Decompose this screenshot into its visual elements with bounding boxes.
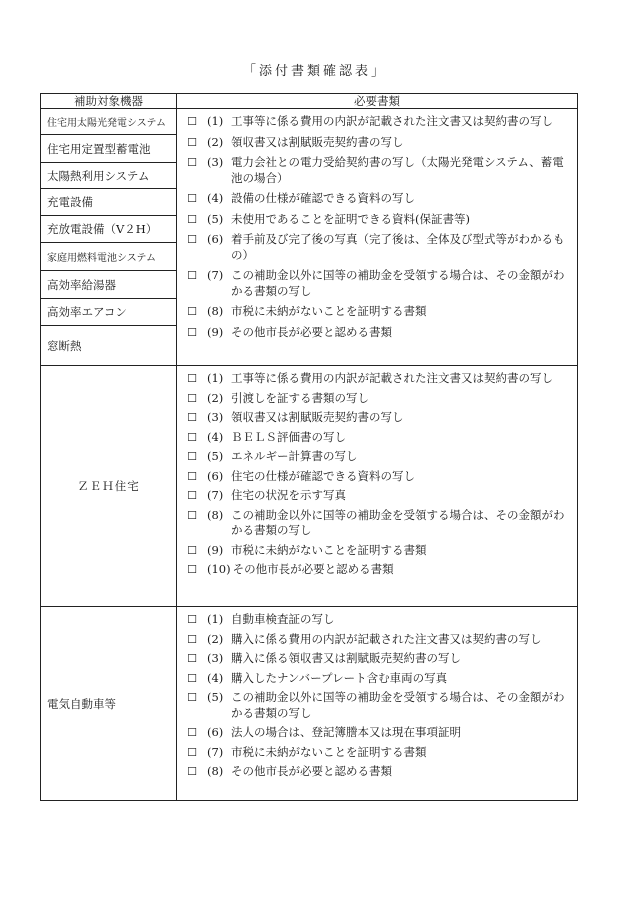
document-item bbox=[177, 232, 577, 263]
document-text: 自動車検査証の写し bbox=[231, 612, 335, 626]
document-item bbox=[177, 508, 577, 539]
documents-list bbox=[177, 607, 577, 783]
section-ev bbox=[41, 607, 578, 801]
documents-cell bbox=[177, 109, 578, 366]
document-text: この補助金以外に国等の補助金を受領する場合は、その金額がわかる書類の写し bbox=[231, 690, 565, 720]
equipment-item: 高効率エアコン bbox=[41, 299, 176, 326]
documents-cell bbox=[177, 607, 578, 801]
header-documents: 必要書類 bbox=[177, 94, 578, 109]
document-text: その他市長が必要と認める書類 bbox=[231, 324, 392, 339]
document-text: この補助金以外に国等の補助金を受領する場合は、その金額がわかる書類の写し bbox=[231, 507, 565, 537]
section-equipment bbox=[41, 109, 578, 366]
document-text: 工事等に係る費用の内訳が記載された注文書又は契約書の写し bbox=[231, 114, 553, 128]
checkbox[interactable]: ☐ bbox=[187, 563, 197, 576]
document-item bbox=[177, 391, 577, 407]
document-item bbox=[177, 690, 577, 721]
checkbox[interactable]: ☐ bbox=[187, 391, 197, 405]
document-text: 法人の場合は、登記簿謄本又は現在事項証明 bbox=[231, 725, 461, 739]
document-number: (1) bbox=[207, 114, 224, 128]
equipment-item: 太陽熱利用システム bbox=[41, 163, 176, 189]
document-text: その他市長が必要と認める書類 bbox=[231, 764, 392, 778]
document-item bbox=[177, 488, 577, 504]
document-text: 着手前及び完了後の写真（完了後は、全体及び型式等がわかるもの） bbox=[231, 232, 565, 262]
checkbox[interactable]: ☐ bbox=[187, 192, 197, 205]
category-label-ev: 電気自動車等 bbox=[47, 696, 116, 711]
checkbox[interactable]: ☐ bbox=[187, 325, 197, 339]
document-number: (1) bbox=[207, 612, 224, 626]
document-item bbox=[177, 135, 577, 151]
document-number: (4) bbox=[207, 670, 224, 685]
checkbox[interactable]: ☐ bbox=[187, 691, 197, 704]
checkbox[interactable]: ☐ bbox=[187, 411, 197, 424]
document-text: 引渡しを証する書類の写し bbox=[231, 390, 369, 405]
checkbox[interactable]: ☐ bbox=[187, 372, 197, 385]
document-item bbox=[177, 212, 577, 228]
document-text: 設備の仕様が確認できる資料の写し bbox=[231, 191, 415, 205]
document-number: (8) bbox=[207, 764, 224, 778]
table-header-row bbox=[41, 94, 578, 109]
equipment-item: 充放電設備（V２H） bbox=[41, 216, 176, 243]
document-item bbox=[177, 745, 577, 761]
document-number: (2) bbox=[207, 390, 224, 405]
document-text: 市税に未納がないことを証明する書類 bbox=[231, 304, 427, 318]
document-text: 住宅の仕様が確認できる資料の写し bbox=[231, 468, 415, 483]
checkbox[interactable]: ☐ bbox=[187, 652, 197, 665]
document-number: (6) bbox=[207, 468, 224, 483]
document-text: エネルギー計算書の写し bbox=[231, 449, 358, 463]
equipment-item: 住宅用太陽光発電システム bbox=[41, 109, 176, 135]
document-number: (6) bbox=[207, 725, 224, 739]
category-label-zeh: ＺＥＨ住宅 bbox=[77, 479, 140, 493]
checkbox[interactable]: ☐ bbox=[187, 543, 197, 557]
document-item bbox=[177, 725, 577, 741]
document-number: (4) bbox=[207, 429, 224, 444]
document-number: (3) bbox=[207, 155, 224, 169]
checkbox[interactable]: ☐ bbox=[187, 613, 197, 626]
document-item bbox=[177, 430, 577, 446]
document-number: (7) bbox=[207, 488, 224, 502]
checkbox[interactable]: ☐ bbox=[187, 233, 197, 246]
document-item bbox=[177, 410, 577, 426]
checkbox[interactable]: ☐ bbox=[187, 450, 197, 463]
checkbox[interactable]: ☐ bbox=[187, 156, 197, 169]
document-number: (8) bbox=[207, 304, 224, 318]
document-text: その他市長が必要と認める書類 bbox=[232, 562, 394, 576]
document-item bbox=[177, 325, 577, 341]
document-text: 領収書又は割賦販売契約書の写し bbox=[231, 410, 404, 424]
document-item bbox=[177, 671, 577, 687]
documents-list bbox=[177, 366, 577, 581]
document-number: (7) bbox=[207, 268, 224, 282]
document-item bbox=[177, 651, 577, 667]
checkbox[interactable]: ☐ bbox=[187, 115, 197, 128]
document-text: 購入したナンバープレート含む車両の写真 bbox=[231, 670, 448, 685]
checkbox[interactable]: ☐ bbox=[187, 212, 197, 226]
document-text: 工事等に係る費用の内訳が記載された注文書又は契約書の写し bbox=[231, 371, 553, 385]
document-number: (5) bbox=[207, 211, 224, 226]
checkbox[interactable]: ☐ bbox=[187, 469, 197, 483]
checkbox[interactable]: ☐ bbox=[187, 765, 197, 778]
header-equipment: 補助対象機器 bbox=[41, 94, 177, 109]
document-text: 市税に未納がないことを証明する書類 bbox=[231, 542, 427, 557]
documents-list bbox=[177, 109, 577, 343]
document-text: 電力会社との電力受給契約書の写し（太陽光発電システム、蓄電池の場合） bbox=[231, 155, 564, 185]
document-text: 市税に未納がないことを証明する書類 bbox=[231, 744, 427, 759]
checkbox[interactable]: ☐ bbox=[187, 489, 197, 502]
checkbox[interactable]: ☐ bbox=[187, 430, 197, 444]
equipment-list bbox=[41, 109, 176, 365]
document-number: (1) bbox=[207, 371, 224, 385]
document-number: (5) bbox=[207, 449, 224, 463]
document-text: ＢＥＬＳ評価書の写し bbox=[231, 429, 346, 444]
document-item bbox=[177, 191, 577, 207]
category-cell bbox=[41, 607, 177, 801]
attachment-checklist-table bbox=[40, 93, 578, 801]
document-item bbox=[177, 543, 577, 559]
document-title: 「添付書類確認表」 bbox=[242, 64, 387, 79]
document-item bbox=[177, 562, 577, 578]
document-number: (2) bbox=[207, 134, 224, 149]
document-text: 領収書又は割賦販売契約書の写し bbox=[231, 134, 404, 149]
checkbox[interactable]: ☐ bbox=[187, 745, 197, 759]
document-text: この補助金以外に国等の補助金を受領する場合は、その金額がわかる書類の写し bbox=[231, 268, 565, 298]
document-item bbox=[177, 449, 577, 465]
document-number: (7) bbox=[207, 744, 224, 759]
equipment-item: 住宅用定置型蓄電池 bbox=[41, 135, 176, 163]
document-number: (3) bbox=[207, 410, 224, 424]
document-number: (6) bbox=[207, 232, 224, 246]
document-number: (9) bbox=[207, 542, 224, 557]
document-number: (5) bbox=[207, 690, 224, 704]
document-number: (3) bbox=[207, 651, 224, 665]
checkbox[interactable]: ☐ bbox=[187, 671, 197, 685]
document-number: (4) bbox=[207, 191, 224, 205]
checkbox[interactable]: ☐ bbox=[187, 135, 197, 149]
document-number: (9) bbox=[207, 324, 224, 339]
document-number: (10) bbox=[207, 562, 231, 576]
document-text: 未使用であることを証明できる資料(保証書等) bbox=[231, 211, 470, 226]
checkbox[interactable]: ☐ bbox=[187, 305, 197, 318]
document-item bbox=[177, 764, 577, 780]
equipment-item: 窓断熱 bbox=[47, 338, 82, 353]
equipment-item: 充電設備 bbox=[41, 189, 176, 216]
checkbox[interactable]: ☐ bbox=[187, 632, 197, 646]
document-item bbox=[177, 114, 577, 130]
document-text: 住宅の状況を示す写真 bbox=[231, 488, 346, 502]
document-number: (8) bbox=[207, 507, 224, 522]
equipment-list-cell bbox=[41, 109, 177, 366]
checkbox[interactable]: ☐ bbox=[187, 726, 197, 739]
document-text: 購入に係る領収書又は割賦販売契約書の写し bbox=[231, 651, 461, 665]
document-item bbox=[177, 632, 577, 648]
document-item bbox=[177, 268, 577, 299]
document-text: 購入に係る費用の内訳が記載された注文書又は契約書の写し bbox=[231, 631, 542, 646]
category-cell bbox=[41, 366, 177, 607]
document-item bbox=[177, 304, 577, 320]
equipment-item: 高効率給湯器 bbox=[41, 271, 176, 299]
document-item bbox=[177, 612, 577, 628]
section-zeh bbox=[41, 366, 578, 607]
document-item bbox=[177, 371, 577, 387]
equipment-item: 家庭用燃料電池システム bbox=[41, 243, 176, 271]
documents-cell bbox=[177, 366, 578, 607]
document-number: (2) bbox=[207, 631, 224, 646]
checkbox[interactable]: ☐ bbox=[187, 269, 197, 282]
document-item bbox=[177, 155, 577, 186]
checkbox[interactable]: ☐ bbox=[187, 508, 197, 522]
document-item bbox=[177, 469, 577, 485]
